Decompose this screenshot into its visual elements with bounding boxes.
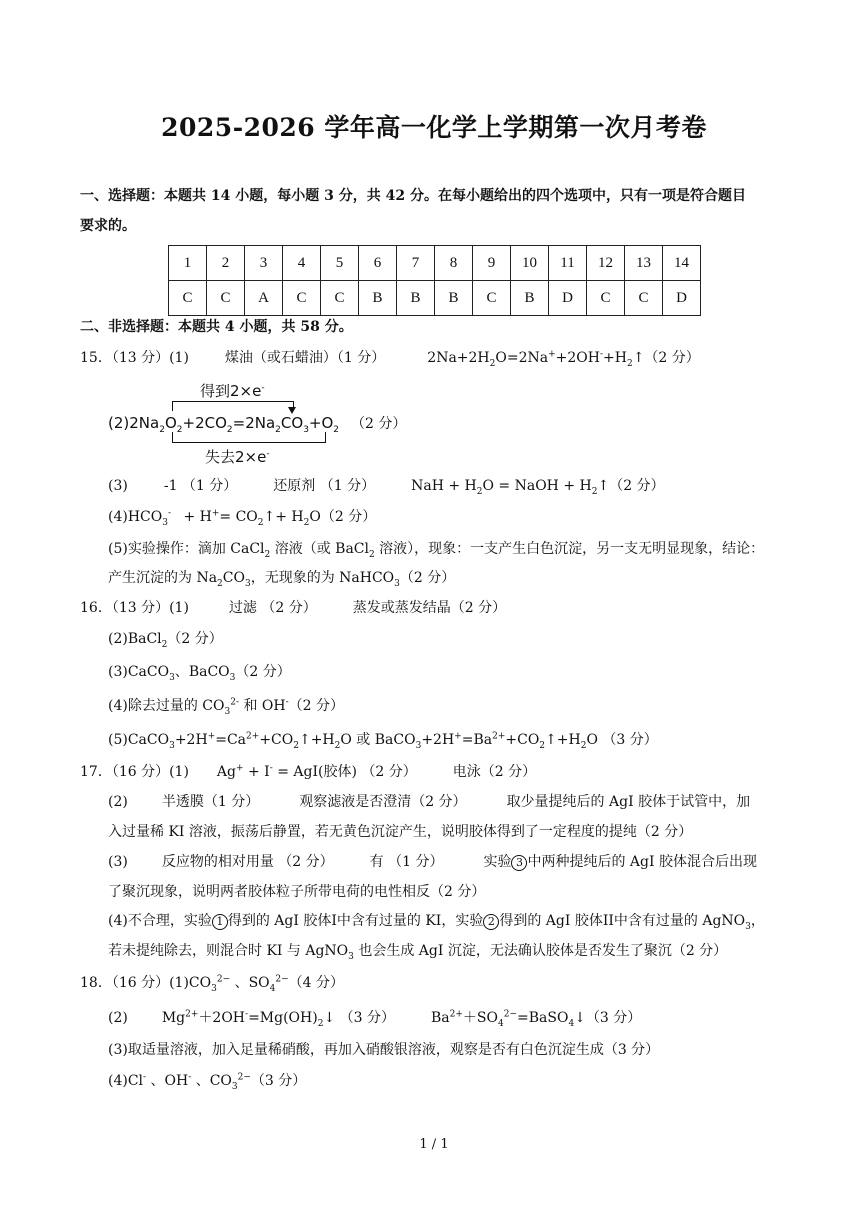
answer-cell: B <box>359 281 397 316</box>
section2-heading: 二、非选择题：本题共 4 小题，共 58 分。 <box>80 319 353 335</box>
electron-gain-label: 得到2×e- <box>200 382 265 400</box>
answer-cell: B <box>511 281 549 316</box>
q15-p2-equation: $2Na_2O_2+2CO_2=2Na_2CO_3+O_2$ <box>129 414 340 435</box>
question-number: 14 <box>663 246 701 281</box>
answer-cell: A <box>245 281 283 316</box>
question-number: 10 <box>511 246 549 281</box>
q16-part2: (2)BaCl$_2$（2 分） <box>108 631 223 650</box>
answer-cell: C <box>283 281 321 316</box>
answer-cell: B <box>435 281 473 316</box>
q15-part2: $(2)2Na_2O_2+2CO_2=2Na_2CO_3+O_2$ （2 分） <box>108 414 407 435</box>
q15-part4: $(4)HCO_3^- + H^+=$ $CO_2↑+ H_2O(2$ 分） <box>108 508 377 528</box>
question-number: 1 <box>169 246 207 281</box>
answer-cell: C <box>587 281 625 316</box>
answer-cell: C <box>473 281 511 316</box>
q18-part4: (4)Cl- 、OH- 、$CO_3^{2-}(3$ 分） <box>108 1072 307 1092</box>
q18-part2: (2) $Mg^{2+}+2OH^-=Mg(OH)_2↓$ （3 分） $Ba^{2+}+SO_4^{2-}=BaSO_4↓(3$ 分） <box>108 1009 642 1029</box>
q16-part4: (4)除去过量的 $CO_3^{2-}$ 和 OH-（2 分） <box>108 697 344 717</box>
answer-number-row <box>169 246 701 281</box>
electron-lose-label: 失去2×e- <box>205 448 270 466</box>
question-number: 8 <box>435 246 473 281</box>
answer-cell: C <box>321 281 359 316</box>
q15-part1 <box>80 348 700 368</box>
q15-p3-eq: NaH + $H_2O$ = NaOH + $H_2↑(2$ 分） <box>411 478 665 497</box>
section1-heading: 一、选择题：本题共 14 小题，每小题 3 分，共 42 分。在每小题给出的四个选项中，只有一项是符合题目 <box>80 188 746 204</box>
circled-number: 3 <box>511 855 527 871</box>
question-number: 11 <box>549 246 587 281</box>
answer-cell: D <box>549 281 587 316</box>
circled-number: 1 <box>212 914 228 930</box>
question-number: 3 <box>245 246 283 281</box>
answer-cell: C <box>207 281 245 316</box>
page-title: 2025-2026 学年高一化学上学期第一次月考卷 <box>161 113 707 142</box>
q15-part5-line1: (5)实验操作：滴加 CaCl$_2$ 溶液（或 BaCl$_2$ 溶液），现象：一支产生白色沉淀，另一支无明显现象，结论： <box>108 541 765 560</box>
answer-cell: C <box>625 281 663 316</box>
q17-part3-line2: 了聚沉现象，说明两者胶体粒子所带电荷的电性相反（2 分） <box>108 884 486 900</box>
q18-part3: (3)取适量溶液，加入足量稀硝酸，再加入硝酸银溶液，观察是否有白色沉淀生成（3 分） <box>108 1042 660 1058</box>
gain-bracket <box>172 401 294 411</box>
section1-heading-cont: 要求的。 <box>80 218 136 234</box>
answer-cell: C <box>169 281 207 316</box>
question-number: 9 <box>473 246 511 281</box>
lose-bracket <box>172 432 326 443</box>
answer-table <box>168 245 701 316</box>
q16-part3: (3)CaCO$_3$、BaCO$_3$（2 分） <box>108 664 291 683</box>
q17-part3: (3) 反应物的相对用量 （2 分） 有 （1 分） 实验 3 中两种提纯后的 AgI 胶体混合后出现 <box>108 854 757 870</box>
question-number: 4 <box>283 246 321 281</box>
question-number: 5 <box>321 246 359 281</box>
q18-part1: 18．（16 分）$(1)CO_3^{2-}$ 、$SO_4^{2-}(4$ 分） <box>80 974 345 994</box>
question-number: 6 <box>359 246 397 281</box>
q15-head: 15．（13 分）(1) <box>80 350 189 366</box>
q17-part4-line2: 若未提纯除去，则混合时 KI 与 AgNO$_3$ 也会生成 AgI 沉淀，无法确认胶体是否发生了聚沉（2 分） <box>108 943 728 962</box>
circled-number: 2 <box>483 914 499 930</box>
q15-part5-line2: 产生沉淀的为 $Na_2CO_3$，无现象的为 NaHCO$_3$（2 分） <box>108 570 456 589</box>
question-number: 13 <box>625 246 663 281</box>
q16-part5: $(5)CaCO_3+2H^+=Ca^{2+}+CO_2↑+H_2O$ 或 $BaCO_3+2H^+=Ba^{2+}+CO_2↑+H_2O$ （3 分） <box>108 731 658 751</box>
answer-cell: D <box>663 281 701 316</box>
q15-part3: (3) -1 （1 分） 还原剂 （1 分） NaH + $H_2O$ = NaOH + $H_2↑(2$ 分） <box>108 478 665 497</box>
question-number: 12 <box>587 246 625 281</box>
question-number: 2 <box>207 246 245 281</box>
q17-part2: (2) 半透膜（1 分） 观察滤液是否澄清（2 分） 取少量提纯后的 AgI 胶体于试管中，加 <box>108 794 751 810</box>
q17-part1: 17．（16 分）(1) Ag+ + I- = AgI(胶体) （2 分） 电泳（2 分） <box>80 763 537 780</box>
page-number: 1 / 1 <box>419 1137 449 1152</box>
question-number: 7 <box>397 246 435 281</box>
q17-part2-line2: 入过量稀 KI 溶液，振荡后静置，若无黄色沉淀产生，说明胶体得到了一定程度的提纯（2 分） <box>108 824 693 840</box>
q17-part4: (4)不合理，实验 1 得到的 AgI 胶体I中含有过量的 KI，实验 2 得到的 AgI 胶体II中含有过量的 AgNO$_3$， <box>108 913 765 932</box>
q15-p1-eq: $2Na+2H_2O=2Na^++2OH^-+H_2↑(2$ 分） <box>427 349 700 369</box>
q16-part1: 16．（13 分）(1) 过滤 （2 分） 蒸发或蒸发结晶（2 分） <box>80 600 507 616</box>
q15-p1-answer-a: 煤油（或石蜡油）（1 分） <box>224 350 386 366</box>
answer-letter-row <box>169 281 701 316</box>
answer-cell: B <box>397 281 435 316</box>
